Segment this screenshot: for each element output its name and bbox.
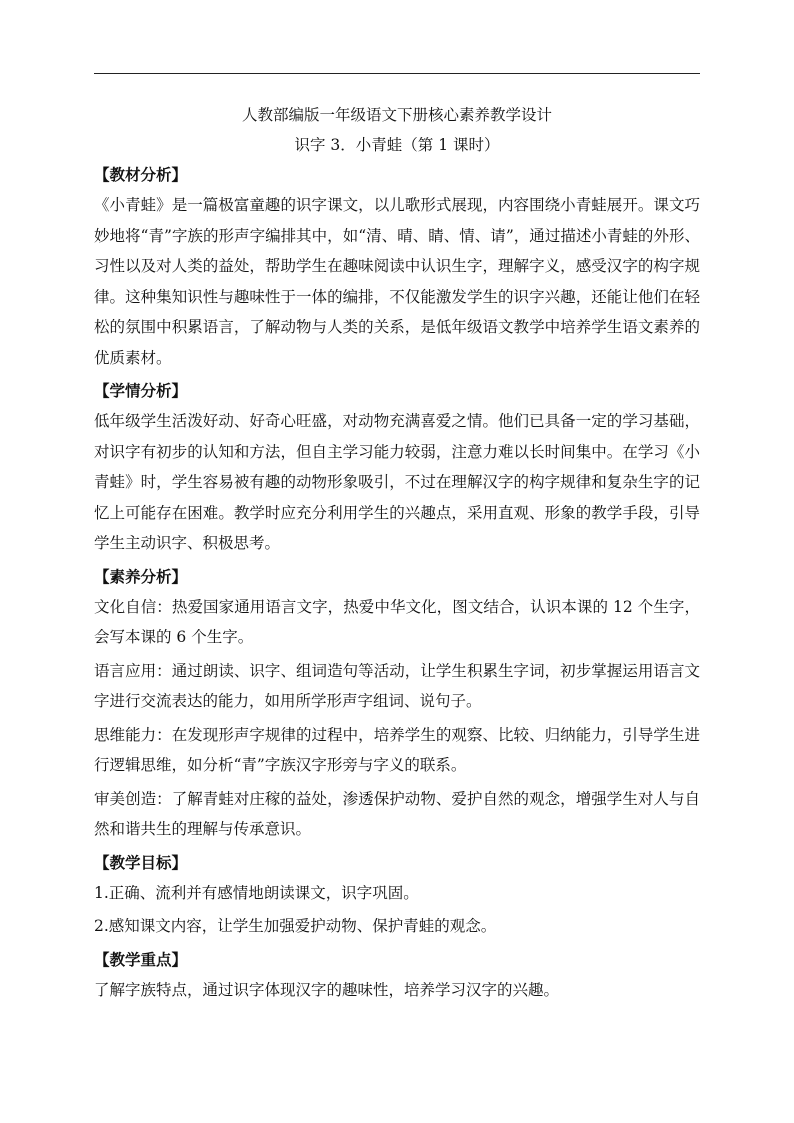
section-heading-students: 【学情分析】 [94,382,188,400]
focus-paragraph: 了解字族特点，通过识字体现汉字的趣味性，培养学习汉字的兴趣。 [94,980,560,999]
goal-item-2: 2.感知课文内容，让学生加强爱护动物、保护青蛙的观念。 [94,917,497,935]
section-heading-goals: 【教学目标】 [94,853,188,872]
literacy-paragraph-aesthetics: 审美创造：了解青蛙对庄稼的益处，渗透保护动物、爱护自然的观念，增强学生对人与自然和谐共生的理解与传承意识。 [94,789,700,838]
document-page [94,0,700,1123]
section-heading-focus: 【教学重点】 [94,950,188,969]
document-title: 人教部编版一年级语文下册核心素养教学设计 [241,106,552,124]
section-heading-material: 【教材分析】 [94,166,188,184]
literacy-paragraph-culture: 文化自信：热爱国家通用语言文字，热爱中华文化，图文结合，认识本课的 12 个生字，会写本课的 6 个生字。 [94,597,700,646]
lesson-subtitle: 识字 3．小青蛙（第 1 课时） [294,136,500,154]
literacy-paragraph-language: 语言应用：通过朗读、识字、组词造句等活动，让学生积累生字词，初步掌握运用语言文字进行交流表达的能力，如用所学形声字组词、说句子。 [94,661,700,710]
header-rule [94,73,700,74]
goal-item-1: 1.正确、流利并有感情地朗读课文，识字巩固。 [94,883,419,902]
section-heading-literacy: 【素养分析】 [94,567,188,586]
students-paragraph: 低年级学生活泼好动、好奇心旺盛，对动物充满喜爱之情。他们已具备一定的学习基础，对识字有初步的认知和方法，但自主学习能力较弱，注意力难以长时间集中。在学习《小青蛙》时，学生容易被有趣的动物形象吸引，不过在理解汉字的构字规律和复杂生字的记忆上可能存在困难。教学时应充分利用学生的兴趣点，采用直观、形象的教学手段，引导学生主动识字、积极思考。 [94,412,700,552]
literacy-paragraph-thinking: 思维能力：在发现形声字规律的过程中，培养学生的观察、比较、归纳能力，引导学生进行逻辑思维，如分析“青”字族汉字形旁与字义的联系。 [94,725,700,774]
material-paragraph: 《小青蛙》是一篇极富童趣的识字课文，以儿歌形式展现，内容围绕小青蛙展开。课文巧妙地将“青”字族的形声字编排其中，如“清、晴、睛、情、请”，通过描述小青蛙的外形、习性以及对人类的益处，帮助学生在趣味阅读中认识生字，理解字义，感受汉字的构字规律。这种集知识性与趣味性于一体的编排，不仅能激发学生的识字兴趣，还能让他们在轻松的氛围中积累语言，了解动物与人类的关系，是低年级语文教学中培养学生语文素养的优质素材。 [94,196,700,367]
document-body [94,100,700,1008]
